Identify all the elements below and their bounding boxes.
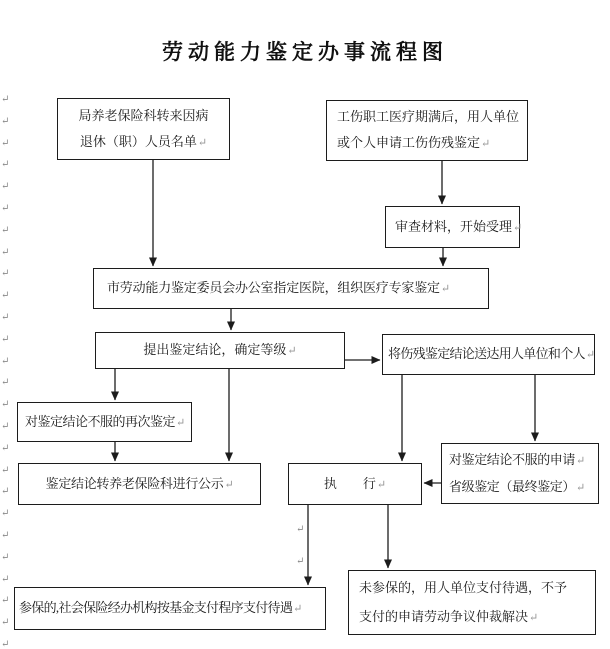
margin-marks-column <box>1 89 13 649</box>
flow-box-pension-list <box>57 98 230 160</box>
box-text-line: 或个人申请工伤伤残鉴定↵ <box>337 135 491 150</box>
box-text-line: 对鉴定结论不服的申请↵ <box>449 451 585 467</box>
paragraph-mark-icon: ↵ <box>1 638 10 649</box>
paragraph-mark-icon: ↵ <box>481 138 491 150</box>
paragraph-mark-icon: ↵ <box>576 481 585 494</box>
paragraph-mark-icon: ↵ <box>296 556 305 567</box>
flow-box-execute <box>288 463 422 505</box>
box-text-line: 鉴定结论转养老保险科进行公示↵ <box>45 475 234 491</box>
paragraph-mark-icon: ↵ <box>197 136 208 149</box>
flow-box-deliver-conclusion <box>382 334 595 375</box>
paragraph-mark-icon: ↵ <box>529 611 539 624</box>
flow-box-provincial-final <box>441 443 599 504</box>
box-text-line: 审查材料，开始受理↵ <box>395 218 523 234</box>
flow-box-publicity <box>18 463 261 505</box>
paragraph-mark-icon: ↵ <box>585 349 595 361</box>
flow-box-injury-apply <box>326 100 528 161</box>
paragraph-mark-icon: ↵ <box>296 524 305 535</box>
box-text-line: 省级鉴定（最终鉴定）↵ <box>449 478 585 494</box>
paragraph-mark-icon: ↵ <box>1 94 10 105</box>
paragraph-mark-icon: ↵ <box>376 478 387 491</box>
paragraph-mark-icon: ↵ <box>1 442 10 454</box>
box-text-line: 将伤残鉴定结论送达用人单位和个人↵ <box>388 346 595 361</box>
paragraph-mark-icon: ↵ <box>1 551 10 563</box>
box-text-line: 工伤职工医疗期满后，用人单位 <box>337 109 520 124</box>
box-text-line: 市劳动能力鉴定委员会办公室指定医院，组织医疗专家鉴定↵ <box>107 280 450 295</box>
flow-box-committee-hospital <box>93 268 489 309</box>
paragraph-mark-icon: ↵ <box>224 478 234 491</box>
paragraph-mark-icon: ↵ <box>1 529 10 541</box>
paragraph-mark-icon: ↵ <box>1 224 10 236</box>
paragraph-mark-icon: ↵ <box>440 283 450 295</box>
paragraph-mark-icon: ↵ <box>1 355 10 367</box>
paragraph-mark-icon: ↵ <box>1 202 10 214</box>
flow-box-review-materials <box>385 206 523 248</box>
paragraph-mark-icon: ↵ <box>1 595 10 607</box>
flow-box-uninsured-arbitration <box>348 570 596 635</box>
paragraph-mark-icon: ↵ <box>293 603 302 615</box>
box-text-line: 执 行↵ <box>323 475 387 491</box>
paragraph-mark-icon: ↵ <box>1 159 10 171</box>
paragraph-mark-icon: ↵ <box>1 181 10 193</box>
flow-box-conclusion-level <box>95 332 345 369</box>
page-title: 劳动能力鉴定办事流程图 <box>162 40 448 64</box>
paragraph-mark-icon: ↵ <box>1 311 10 323</box>
paragraph-mark-icon: ↵ <box>287 345 297 357</box>
paragraph-mark-icon: ↵ <box>1 290 10 302</box>
paragraph-mark-icon: ↵ <box>1 617 10 629</box>
box-text-line: 退休（职）人员名单↵ <box>79 133 208 149</box>
paragraph-mark-icon: ↵ <box>1 137 10 149</box>
flow-box-insured-payment <box>14 587 326 630</box>
paragraph-mark-icon: ↵ <box>1 420 10 432</box>
flow-box-reassessment <box>17 402 192 442</box>
paragraph-mark-icon: ↵ <box>1 377 10 389</box>
paragraph-mark-icon: ↵ <box>1 573 10 585</box>
paragraph-mark-icon: ↵ <box>1 333 10 345</box>
paragraph-mark-icon: ↵ <box>1 399 10 411</box>
paragraph-mark-icon: ↵ <box>1 508 10 520</box>
paragraph-mark-icon: ↵ <box>1 268 10 280</box>
box-text-line: 未参保的，用人单位支付待遇，不予 <box>359 579 568 595</box>
box-text-line: 参保的,社会保险经办机构按基金支付程序支付待遇↵ <box>19 600 302 615</box>
paragraph-mark-icon: ↵ <box>513 221 523 234</box>
box-text-line: 提出鉴定结论，确定等级↵ <box>143 342 297 357</box>
box-text-line: 对鉴定结论不服的再次鉴定↵ <box>25 413 185 429</box>
box-text-line: 局养老保险科转来因病 <box>78 107 209 123</box>
box-text-line: 支付的申请劳动争议仲裁解决↵ <box>359 608 539 624</box>
paragraph-mark-icon: ↵ <box>1 486 10 498</box>
paragraph-mark-icon: ↵ <box>1 464 10 476</box>
paragraph-mark-icon: ↵ <box>176 416 185 429</box>
paragraph-mark-icon: ↵ <box>1 115 10 127</box>
paragraph-mark-icon: ↵ <box>576 454 585 467</box>
paragraph-mark-icon: ↵ <box>1 246 10 258</box>
